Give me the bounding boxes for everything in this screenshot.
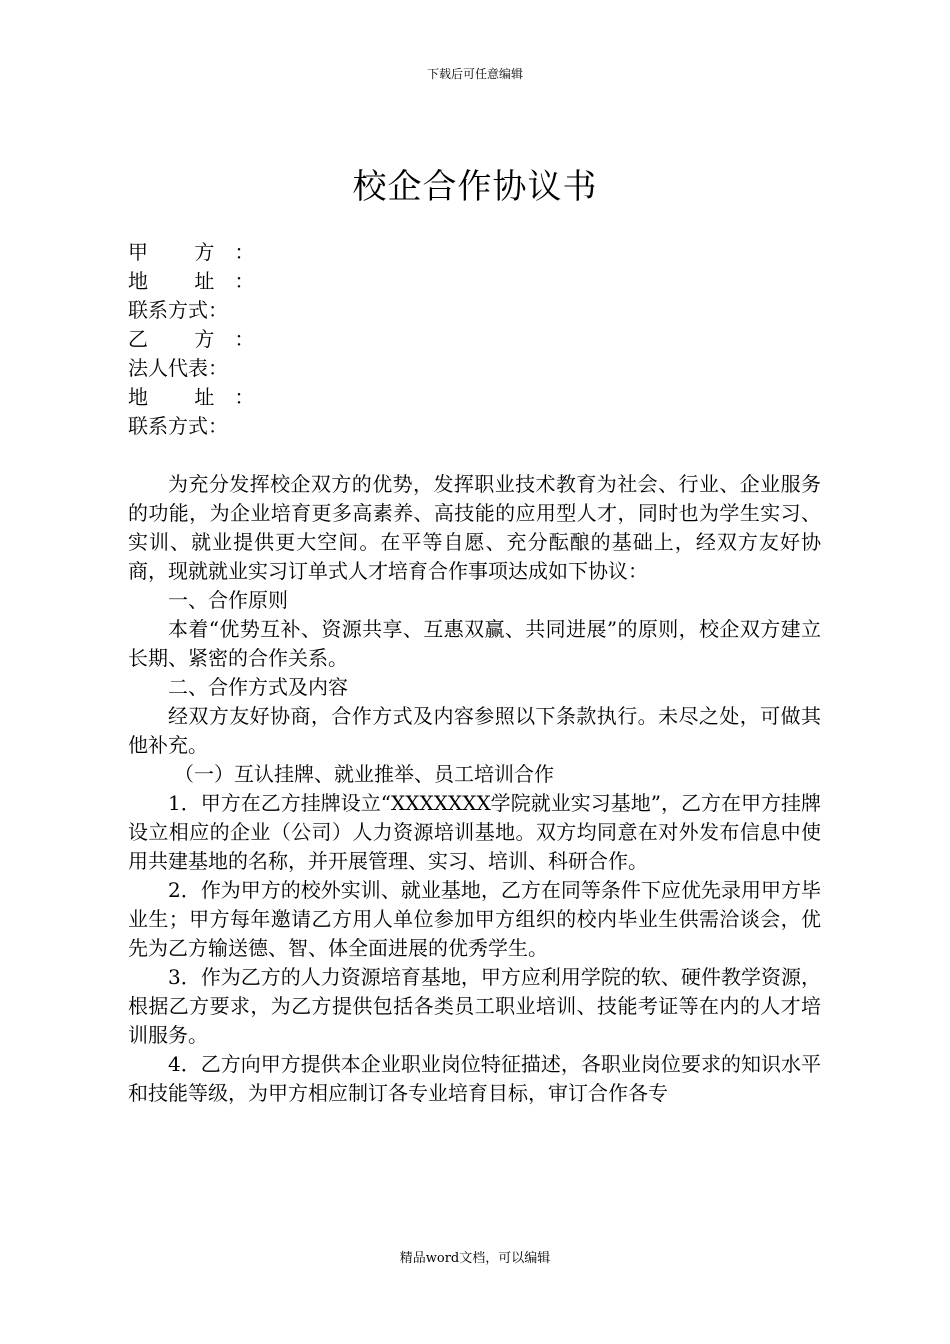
- party-b-legal-rep-line: [128, 354, 828, 383]
- party-a-contact-label: 联系方式：: [128, 298, 228, 322]
- party-b-legal-rep-label: 法人代表：: [128, 356, 228, 380]
- clause-3: 3．作为乙方的人力资源培育基地，甲方应利用学院的软、硬件教学资源，根据乙方要求，为乙方提供包括各类员工职业培训、技能考证等在内的人才培训服务。: [128, 965, 821, 1047]
- party-a-line: [128, 238, 828, 267]
- party-info-block: [128, 238, 828, 441]
- party-b-contact-label: 联系方式：: [128, 414, 228, 438]
- page-footer: 精品word文档，可以编辑: [399, 1251, 551, 1266]
- party-a-address-line: [128, 267, 828, 296]
- subsection-heading-1: （一）互认挂牌、就业推举、员工培训合作: [174, 762, 554, 786]
- agreement-body: [128, 470, 821, 1108]
- section-heading-principles: 一、合作原则: [168, 588, 288, 612]
- page-header: 下载后可任意编辑: [426, 67, 523, 81]
- party-b-address-label: 地 址：: [128, 385, 275, 409]
- clause-1: 1．甲方在乙方挂牌设立“XXXXXXX学院就业实习基地”，乙方在甲方挂牌设立相应的企业（公司）人力资源培训基地。双方均同意在对外发布信息中使用共建基地的名称，并开展管理、实习、培训、科研合作。: [128, 791, 821, 873]
- section-heading-methods: 二、合作方式及内容: [168, 675, 348, 699]
- clause-2: 2．作为甲方的校外实训、就业基地，乙方在同等条件下应优先录用甲方毕业生；甲方每年邀请乙方用人单位参加甲方组织的校内毕业生供需洽谈会，优先为乙方输送德、智、体全面进展的优秀学生。: [128, 878, 821, 960]
- clause-4: 4．乙方向甲方提供本企业职业岗位特征描述，各职业岗位要求的知识水平和技能等级，为甲方相应制订各专业培育目标，审订合作各专: [128, 1052, 821, 1105]
- document-title: 校企合作协议书: [352, 167, 598, 207]
- party-b-address-line: [128, 383, 828, 412]
- party-b-line: [128, 325, 828, 354]
- party-a-address-label: 地 址：: [128, 269, 275, 293]
- principles-paragraph: 本着“优势互补、资源共享、互惠双赢、共同进展”的原则，校企双方建立长期、紧密的合作关系。: [128, 617, 821, 670]
- party-a-label: 甲 方：: [128, 240, 275, 264]
- methods-paragraph: 经双方友好协商，合作方式及内容参照以下条款执行。未尽之处，可做其他补充。: [128, 704, 821, 757]
- party-b-label: 乙 方：: [128, 327, 275, 351]
- preamble-paragraph: 为充分发挥校企双方的优势，发挥职业技术教育为社会、行业、企业服务的功能，为企业培育更多高素养、高技能的应用型人才，同时也为学生实习、实训、就业提供更大空间。在平等自愿、充分酝酿的基础上，经双方友好协商，现就就业实习订单式人才培育合作事项达成如下协议：: [128, 472, 821, 583]
- party-a-contact-line: [128, 296, 828, 325]
- party-b-contact-line: [128, 412, 828, 441]
